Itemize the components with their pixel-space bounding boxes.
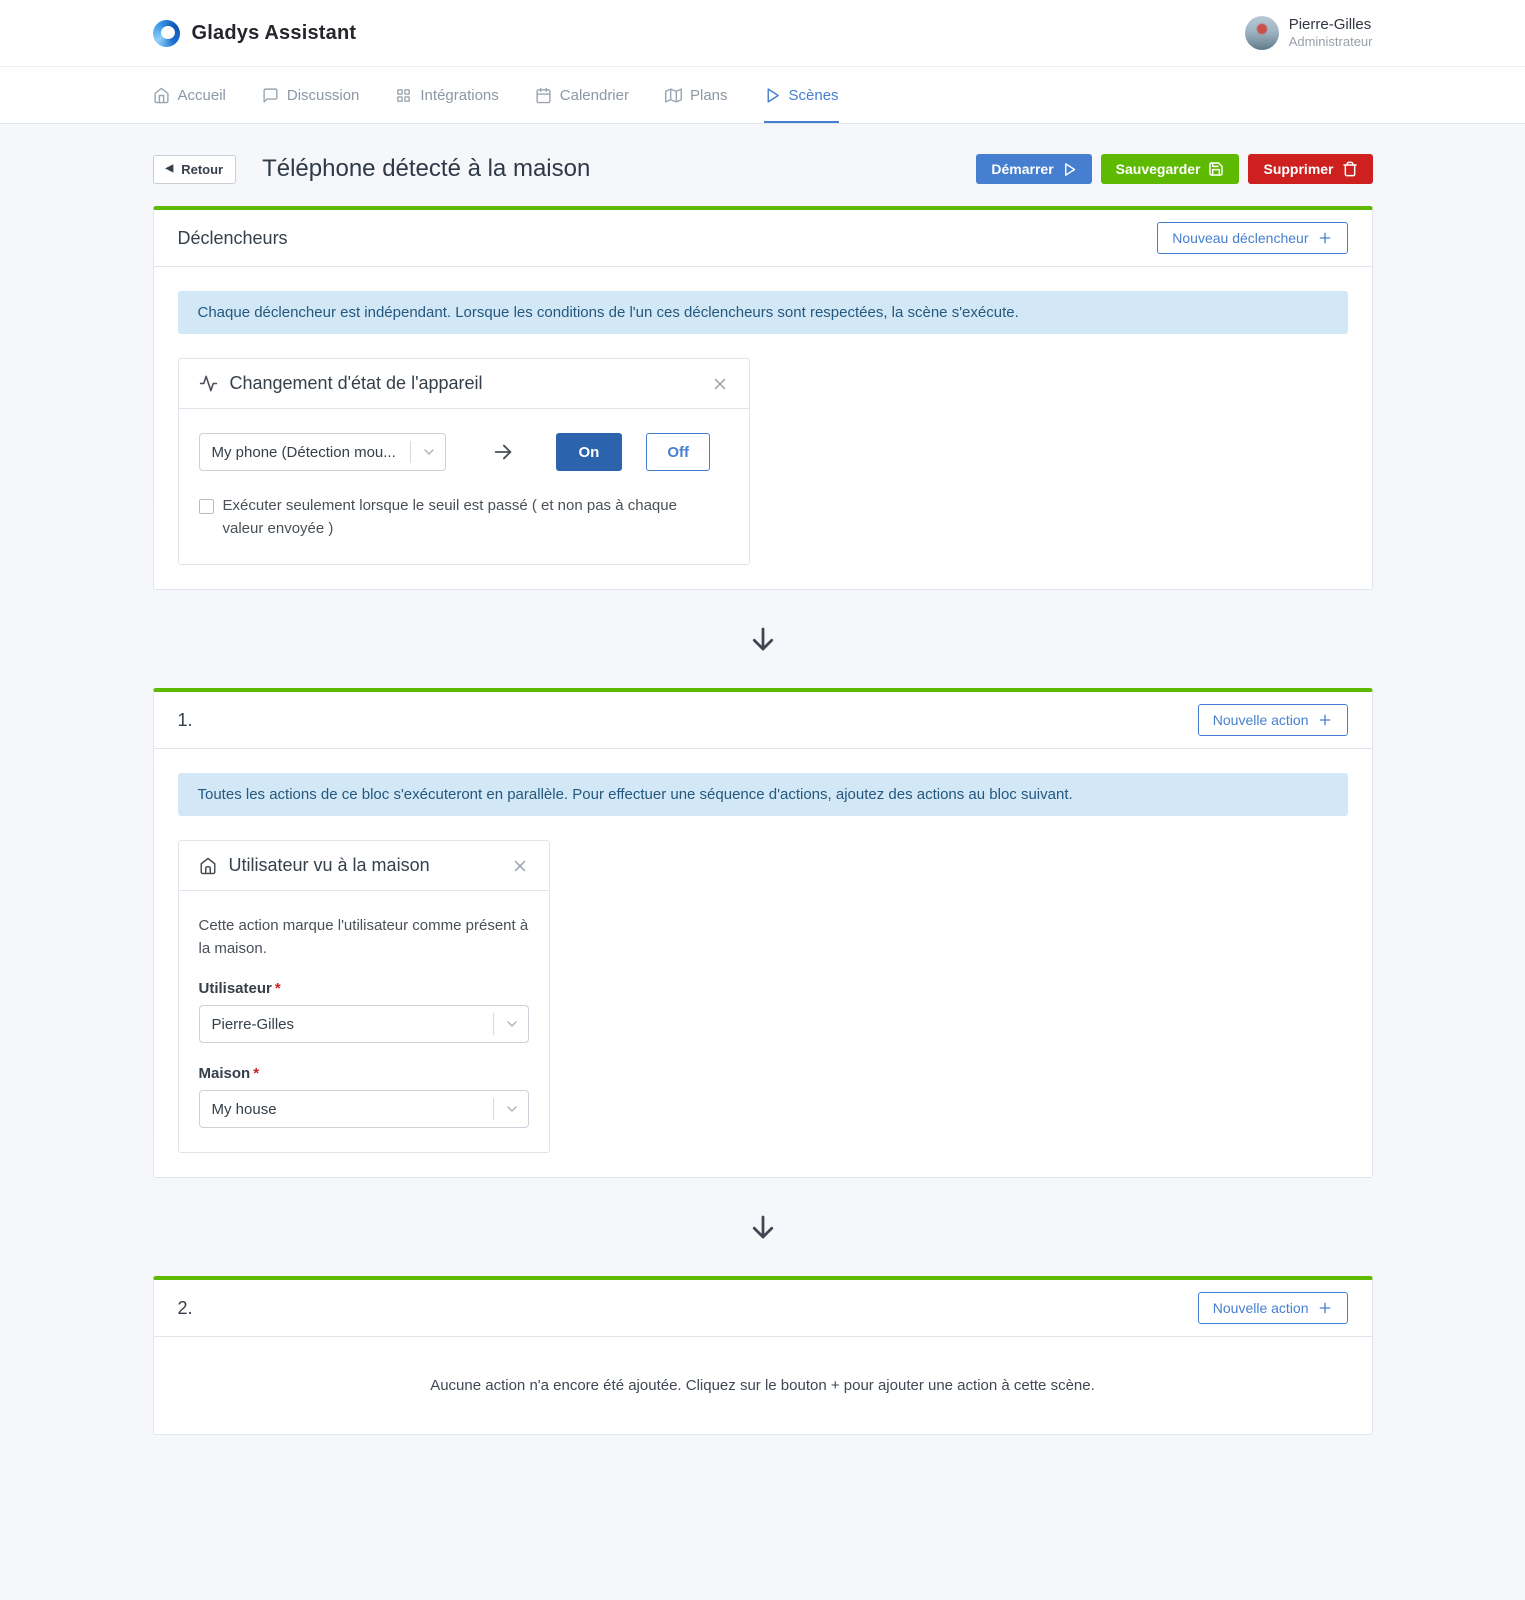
plus-icon [1317, 230, 1333, 246]
grid-icon [395, 87, 412, 104]
brand [153, 20, 357, 47]
start-scene-button[interactable] [976, 154, 1091, 184]
close-icon [511, 857, 529, 875]
chevron-down-icon [421, 444, 437, 460]
plus-icon [1317, 712, 1333, 728]
triggers-info-alert: Chaque déclencheur est indépendant. Lorsque les conditions de l'un ces déclencheurs sont respectées, la scène s'exécute. [178, 291, 1348, 334]
user-name: Pierre-Gilles [1288, 15, 1372, 33]
page-title: Téléphone détecté à la maison [262, 155, 591, 182]
back-arrow-icon: ◀ [165, 163, 174, 174]
nav-label: Intégrations [420, 86, 499, 104]
save-icon [1208, 161, 1224, 177]
new-trigger-button[interactable] [1157, 222, 1347, 254]
brand-name: Gladys Assistant [191, 21, 357, 44]
block-1-number: 1. [177, 709, 193, 730]
block-2-number: 2. [177, 1297, 193, 1318]
avatar[interactable] [1245, 16, 1279, 50]
select-separator [410, 441, 411, 463]
chevron-down-icon [504, 1016, 520, 1032]
save-scene-button[interactable] [1101, 154, 1240, 184]
nav-item-calendrier[interactable] [535, 67, 629, 123]
save-label: Sauvegarder [1115, 161, 1201, 177]
select-separator [493, 1098, 494, 1120]
home-icon [153, 87, 170, 104]
nav-item-plans[interactable] [665, 67, 728, 123]
flow-arrow-down-icon [153, 1212, 1373, 1242]
action-title: Utilisateur vu à la maison [228, 855, 430, 875]
back-label: Retour [181, 161, 224, 177]
action-block-1-card [153, 688, 1373, 1178]
flow-arrow-down-icon [153, 624, 1373, 654]
action-card [178, 840, 550, 1153]
play-icon [1062, 162, 1077, 177]
house-select-value: My house [211, 1100, 277, 1118]
nav-label: Scènes [788, 86, 839, 104]
chat-icon [262, 87, 279, 104]
nav-label: Calendrier [559, 86, 629, 104]
app-header [0, 0, 1525, 66]
gladys-logo-icon [153, 20, 180, 47]
new-action-label: Nouvelle action [1212, 712, 1309, 728]
close-icon [711, 375, 729, 393]
nav-item-accueil[interactable] [153, 67, 226, 123]
plus-icon [1317, 1300, 1333, 1316]
start-label: Démarrer [991, 161, 1054, 177]
action-description: Cette action marque l'utilisateur comme présent à la maison. [198, 917, 529, 957]
new-action-label: Nouvelle action [1212, 1300, 1309, 1316]
page-content [153, 154, 1373, 1495]
close-action-button[interactable] [511, 857, 529, 875]
user-select[interactable] [199, 1005, 529, 1043]
select-separator [493, 1013, 494, 1035]
nav-label: Plans [689, 86, 728, 104]
threshold-checkbox-label: Exécuter seulement lorsque le seuil est passé ( et non pas à chaque valeur envoyée ) [222, 497, 677, 537]
required-asterisk: * [253, 1065, 260, 1082]
block-2-empty-state: Aucune action n'a encore été ajoutée. Cliquez sur le bouton + pour ajouter une action à cette scène. [430, 1377, 1095, 1394]
state-on-button[interactable]: On [556, 433, 623, 471]
action-block-2-card [153, 1276, 1373, 1435]
delete-scene-button[interactable] [1248, 154, 1372, 184]
house-field-label: Maison [198, 1065, 251, 1082]
device-feature-select[interactable] [199, 433, 446, 471]
arrow-right-icon [492, 441, 514, 463]
nav-item-discussion[interactable] [262, 67, 360, 123]
trigger-title: Changement d'état de l'appareil [229, 373, 483, 393]
play-icon [764, 87, 781, 104]
new-trigger-label: Nouveau déclencheur [1172, 230, 1309, 246]
calendar-icon [535, 87, 552, 104]
new-action-button-block-1[interactable] [1198, 704, 1348, 736]
back-button[interactable] [153, 155, 237, 184]
triggers-title: Déclencheurs [177, 227, 288, 248]
state-off-button[interactable]: Off [646, 433, 710, 471]
close-trigger-button[interactable] [711, 375, 729, 393]
nav-item-integrations[interactable] [395, 67, 498, 123]
triggers-card [153, 206, 1373, 590]
user-select-value: Pierre-Gilles [211, 1015, 295, 1033]
trigger-card [178, 358, 750, 565]
required-asterisk: * [274, 980, 281, 997]
scene-header [153, 154, 1373, 184]
user-role: Administrateur [1288, 34, 1373, 50]
user-menu[interactable] [1245, 16, 1373, 51]
nav-label: Discussion [286, 86, 360, 104]
delete-label: Supprimer [1263, 161, 1334, 177]
block-1-info-alert: Toutes les actions de ce bloc s'exécuteront en parallèle. Pour effectuer une séquence d'actions, ajoutez des actions au bloc suivant. [178, 773, 1348, 816]
map-icon [665, 87, 682, 104]
chevron-down-icon [504, 1101, 520, 1117]
activity-icon [199, 374, 218, 393]
user-field-label: Utilisateur [198, 980, 272, 997]
device-feature-value: My phone (Détection mou... [211, 443, 396, 461]
threshold-checkbox[interactable] [199, 499, 214, 514]
new-action-button-block-2[interactable] [1198, 1292, 1348, 1324]
nav-label: Accueil [177, 86, 226, 104]
nav-item-scenes[interactable] [764, 67, 839, 123]
main-nav [0, 66, 1525, 124]
home-icon [199, 857, 217, 875]
trash-icon [1342, 161, 1358, 177]
house-select[interactable] [199, 1090, 529, 1128]
